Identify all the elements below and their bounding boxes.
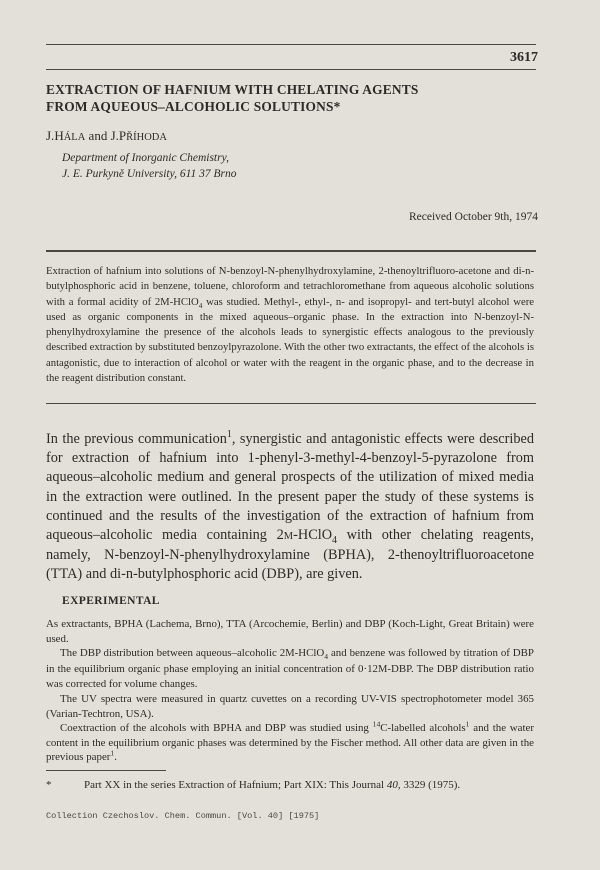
journal-citation: Collection Czechoslov. Chem. Commun. [Vol. 40] [1975] bbox=[46, 811, 320, 821]
footnote-rule bbox=[46, 770, 166, 771]
experimental-paragraph-1: As extractants, BPHA (Lachema, Brno), TTA (Arcochemie, Berlin) and DBP (Koch-Light, Great Britain) were used. bbox=[46, 618, 534, 645]
affiliation bbox=[62, 150, 236, 182]
abstract: Extraction of hafnium into solutions of N-benzoyl-N-phenylhydroxylamine, 2-thenoyltrifluoro-acetone and di-n-butylphosphoric acid in benzene, toluene, chloroform and tetrachloromethane from aqueous alcoholic solutions with a formal acidity of 2M-HClO$_4$ was studied. Methyl-, ethyl-, n- and isopropyl- and tert-butyl alcohol were used as organic components in the mixed aqueous–organic phase. In the extraction into N-benzoyl-N-phenylhydroxylamine the presence of the alcohols leads to synergistic effects analogous to the previously described extraction by substituted benzoylpyrazolone. With the other two extractants, the effect of the alcohols is antagonistic, due to interaction of alcohol or water with the reagent in the organic phase, and to the decrease in the reagent distribution constant. bbox=[46, 265, 535, 385]
title-line-2: FROM AQUEOUS–ALCOHOLIC SOLUTIONS* bbox=[46, 99, 341, 114]
experimental-paragraph-4: Coextraction of the alcohols with BPHA and DBP was studied using $^{14}$C-labelled alcohols$^1$ and the water content in the equilibrium organic phases was determined by the Fischer method. All other data are given in the previous paper$^1$. bbox=[46, 719, 534, 764]
footnote-mark: * bbox=[46, 779, 52, 791]
top-rule bbox=[46, 44, 536, 45]
received-date: Received October 9th, 1974 bbox=[408, 211, 538, 223]
article-title bbox=[46, 81, 546, 115]
affiliation-line-2: J. E. Purkyně University, 611 37 Brno bbox=[62, 168, 237, 180]
abstract-top-rule bbox=[46, 250, 536, 252]
experimental-paragraph-3: The UV spectra were measured in quartz cuvettes on a recording UV-VIS spectrophotometer model 365 (Varian-Techtron, USA). bbox=[46, 692, 534, 720]
section-heading-experimental: EXPERIMENTAL bbox=[62, 595, 160, 607]
introduction-paragraph: In the previous communication$^1$, synergistic and antagonistic effects were described for extraction of hafnium into 1-phenyl-3-methyl-4-benzoyl-5-pyrazolone from aqueous–alcoholic medium and general prospects of the utilization of mixed media in the extraction were outlined. In the present paper the study of these systems is continued and the results of the investigation of the extraction of hafnium from aqueous–alcoholic media containing 2M-HClO$_4$ with other chelating reagents, namely, N-benzoyl-N-phenylhydroxylamine (BPHA), 2-thenoyltrifluoroacetone (TTA) and di-n-butylphosphoric acid (DBP), are given. bbox=[46, 429, 534, 583]
title-line-1: EXTRACTION OF HAFNIUM WITH CHELATING AGENTS bbox=[46, 82, 419, 97]
affiliation-line-1: Department of Inorganic Chemistry, bbox=[62, 152, 229, 164]
authors: J.HÁLA and J.PŘÍHODA bbox=[46, 128, 167, 143]
experimental-paragraph-2: The DBP distribution between aqueous–alcoholic 2M-HClO$_4$ and benzene was followed by titration of DBP in the equilibrium organic phase employing an initial concentration of 0·12M-DBP. The DBP distribution ratio was corrected for volume changes. bbox=[46, 647, 534, 691]
header-rule bbox=[46, 69, 536, 70]
page-number: 3617 bbox=[510, 50, 538, 65]
abstract-bottom-rule bbox=[46, 403, 536, 404]
experimental-section bbox=[46, 617, 534, 765]
footnote: * Part XX in the series Extraction of Hafnium; Part XIX: This Journal 40, 3329 (1975). bbox=[46, 779, 461, 791]
